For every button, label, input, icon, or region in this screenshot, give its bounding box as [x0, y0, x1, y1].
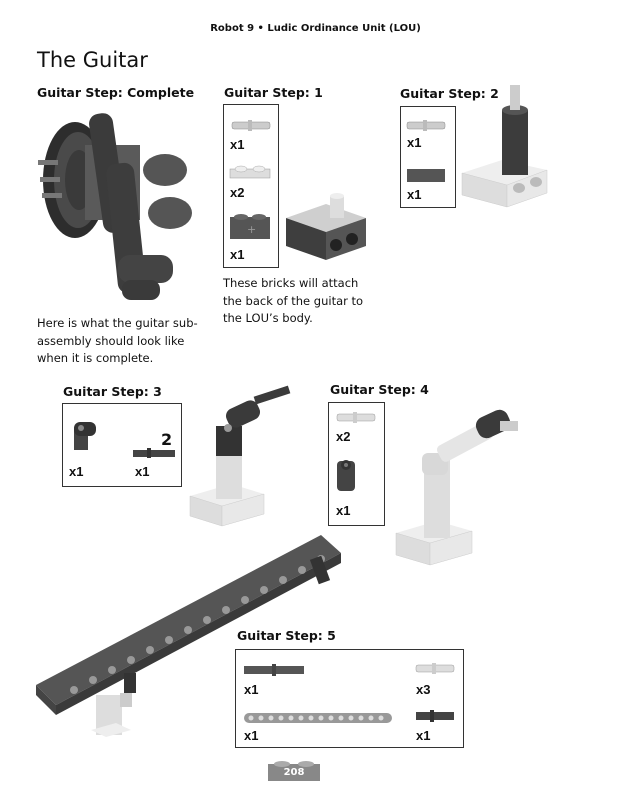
step-1-caption: These bricks will attach the back of the guitar to the LOU’s body.	[223, 276, 364, 325]
step-5-title: Guitar Step: 5	[237, 628, 336, 643]
step-3-title: Guitar Step: 3	[63, 384, 162, 399]
step-2-title: Guitar Step: 2	[400, 86, 499, 101]
pin-part-icon	[337, 411, 377, 423]
step-1-part-1-qty: x1	[230, 137, 245, 152]
page-title: The Guitar	[37, 48, 148, 72]
step-2-part-1-qty: x1	[407, 135, 422, 150]
step-3-part-1-qty: x1	[69, 464, 84, 479]
step-complete-caption: Here is what the guitar sub- assembly should look like when it is complete.	[37, 316, 198, 365]
step-3-part-2-qty: x1	[135, 464, 150, 479]
pin-connector-part-icon	[337, 455, 357, 493]
step-4-model-illustration	[392, 405, 522, 570]
step-5-part-4-qty: x1	[416, 728, 431, 743]
pin-part-icon	[407, 119, 447, 131]
step-3-parts-box	[62, 403, 182, 487]
axle-pin-part-icon	[416, 710, 456, 722]
axle-pin-part-icon	[133, 448, 177, 458]
technic-brick-icon	[230, 212, 272, 240]
step-5-part-1-qty: x1	[244, 682, 259, 697]
step-4-parts-box	[328, 402, 385, 526]
step-2-part-2-qty: x1	[407, 187, 422, 202]
dark-tube-part-icon	[407, 167, 447, 183]
axle-length-label: 2	[161, 430, 173, 449]
pin-part-icon	[232, 119, 272, 131]
step-complete-title: Guitar Step: Complete	[37, 85, 195, 100]
svg-text:+: +	[247, 223, 257, 236]
step-4-title: Guitar Step: 4	[330, 382, 429, 397]
step-1-parts-box	[223, 104, 279, 268]
running-header: Robot 9 • Ludic Ordinance Unit (LOU)	[210, 23, 421, 34]
step-4-part-2-qty: x1	[336, 503, 351, 518]
step-5-part-3-qty: x1	[244, 728, 259, 743]
step-3-model-illustration	[186, 386, 296, 528]
step-1-model-illustration	[286, 190, 368, 262]
guitar-complete-illustration	[30, 105, 210, 310]
axle-part-icon	[244, 664, 306, 676]
beam-part-icon	[244, 712, 394, 724]
step-5-part-2-qty: x3	[416, 682, 431, 697]
pin-part-icon	[416, 662, 456, 674]
step-1-part-3-qty: x1	[230, 247, 245, 262]
step-2-parts-box	[400, 106, 456, 208]
page-number: 208	[283, 767, 305, 778]
step-4-part-1-qty: x2	[336, 429, 351, 444]
step-1-part-2-qty: x2	[230, 185, 245, 200]
step-5-parts-box	[235, 649, 464, 748]
step-1-title: Guitar Step: 1	[224, 85, 323, 100]
step-2-model-illustration	[462, 85, 552, 210]
plate-part-icon	[230, 165, 272, 179]
angle-connector-part-icon	[70, 416, 100, 452]
